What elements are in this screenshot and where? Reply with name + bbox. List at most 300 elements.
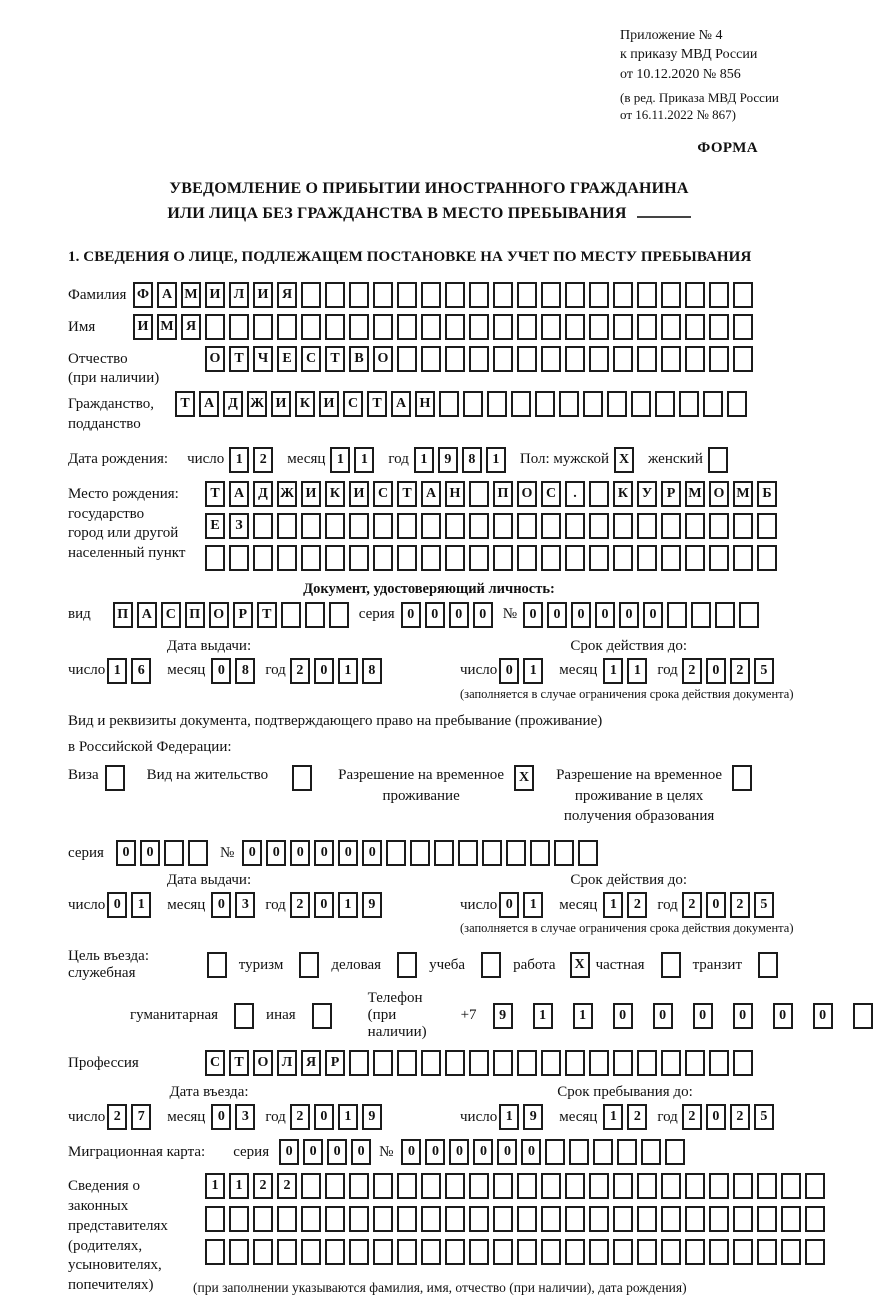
char-cell[interactable]: К	[325, 481, 345, 507]
char-cell[interactable]	[229, 1206, 249, 1232]
char-cell[interactable]	[205, 545, 225, 571]
char-cell[interactable]	[517, 1173, 537, 1199]
char-cell[interactable]	[434, 840, 454, 866]
char-cell[interactable]	[188, 840, 208, 866]
char-cell[interactable]	[325, 1173, 345, 1199]
char-cell[interactable]	[565, 513, 585, 539]
char-cell[interactable]: 2	[682, 1104, 702, 1130]
char-cell[interactable]	[277, 1206, 297, 1232]
char-cell[interactable]: 1	[107, 658, 127, 684]
char-cell[interactable]	[757, 1173, 777, 1199]
char-cell[interactable]: И	[319, 391, 339, 417]
char-cell[interactable]	[541, 282, 561, 308]
checkbox-business[interactable]	[397, 952, 417, 978]
char-cell[interactable]: Ч	[253, 346, 273, 372]
checkbox-temp-residence[interactable]: X	[514, 765, 534, 791]
checkbox-tourism[interactable]	[299, 952, 319, 978]
char-cell[interactable]: 1	[486, 447, 506, 473]
char-cell[interactable]: 2	[627, 1104, 647, 1130]
char-cell[interactable]	[565, 545, 585, 571]
checkbox-humanitarian[interactable]	[234, 1003, 254, 1029]
char-cell[interactable]	[397, 346, 417, 372]
char-cell[interactable]: О	[373, 346, 393, 372]
char-cell[interactable]	[613, 282, 633, 308]
char-cell[interactable]: 0	[140, 840, 160, 866]
char-cell[interactable]	[410, 840, 430, 866]
char-cell[interactable]	[439, 391, 459, 417]
char-cell[interactable]: 8	[462, 447, 482, 473]
char-cell[interactable]: 0	[499, 892, 519, 918]
checkbox-female[interactable]	[708, 447, 728, 473]
char-cell[interactable]	[709, 513, 729, 539]
char-cell[interactable]: 1	[229, 1173, 249, 1199]
char-cell[interactable]	[493, 314, 513, 340]
char-cell[interactable]	[589, 1239, 609, 1265]
char-cell[interactable]	[565, 1173, 585, 1199]
char-cell[interactable]: 0	[314, 840, 334, 866]
char-cell[interactable]: Б	[757, 481, 777, 507]
char-cell[interactable]	[589, 314, 609, 340]
char-cell[interactable]	[589, 1173, 609, 1199]
char-cell[interactable]	[329, 602, 349, 628]
char-cell[interactable]: Р	[661, 481, 681, 507]
char-cell[interactable]	[469, 282, 489, 308]
char-cell[interactable]: А	[137, 602, 157, 628]
char-cell[interactable]: Ж	[247, 391, 267, 417]
char-cell[interactable]: Е	[205, 513, 225, 539]
char-cell[interactable]	[493, 513, 513, 539]
char-cell[interactable]	[325, 282, 345, 308]
char-cell[interactable]	[541, 346, 561, 372]
char-cell[interactable]	[373, 314, 393, 340]
char-cell[interactable]	[733, 346, 753, 372]
char-cell[interactable]: И	[301, 481, 321, 507]
char-cell[interactable]	[277, 1239, 297, 1265]
char-cell[interactable]	[541, 1173, 561, 1199]
char-cell[interactable]: 0	[401, 1139, 421, 1165]
checkbox-edu-residence[interactable]	[732, 765, 752, 791]
char-cell[interactable]	[637, 513, 657, 539]
char-cell[interactable]	[397, 1173, 417, 1199]
char-cell[interactable]: 3	[235, 1104, 255, 1130]
char-cell[interactable]: 0	[351, 1139, 371, 1165]
char-cell[interactable]	[541, 545, 561, 571]
char-cell[interactable]	[445, 282, 465, 308]
char-cell[interactable]: Д	[253, 481, 273, 507]
char-cell[interactable]: 0	[449, 1139, 469, 1165]
char-cell[interactable]: О	[253, 1050, 273, 1076]
char-cell[interactable]	[733, 1173, 753, 1199]
char-cell[interactable]	[463, 391, 483, 417]
char-cell[interactable]: 0	[211, 1104, 231, 1130]
char-cell[interactable]	[445, 513, 465, 539]
char-cell[interactable]: О	[517, 481, 537, 507]
char-cell[interactable]: Т	[325, 346, 345, 372]
char-cell[interactable]: 0	[266, 840, 286, 866]
char-cell[interactable]: 1	[523, 658, 543, 684]
char-cell[interactable]	[229, 314, 249, 340]
char-cell[interactable]: 0	[211, 892, 231, 918]
char-cell[interactable]: А	[157, 282, 177, 308]
char-cell[interactable]	[373, 282, 393, 308]
char-cell[interactable]	[253, 1239, 273, 1265]
char-cell[interactable]	[205, 1239, 225, 1265]
char-cell[interactable]	[253, 1206, 273, 1232]
char-cell[interactable]: Н	[415, 391, 435, 417]
char-cell[interactable]: 9	[523, 1104, 543, 1130]
char-cell[interactable]	[349, 1239, 369, 1265]
char-cell[interactable]	[530, 840, 550, 866]
char-cell[interactable]: К	[295, 391, 315, 417]
char-cell[interactable]	[397, 1239, 417, 1265]
char-cell[interactable]: 2	[290, 1104, 310, 1130]
char-cell[interactable]: 1	[354, 447, 374, 473]
char-cell[interactable]	[685, 1173, 705, 1199]
char-cell[interactable]: Ф	[133, 282, 153, 308]
char-cell[interactable]: Н	[445, 481, 465, 507]
char-cell[interactable]	[679, 391, 699, 417]
char-cell[interactable]: 0	[693, 1003, 713, 1029]
char-cell[interactable]	[637, 1239, 657, 1265]
char-cell[interactable]: 1	[603, 658, 623, 684]
char-cell[interactable]: А	[229, 481, 249, 507]
char-cell[interactable]	[397, 314, 417, 340]
char-cell[interactable]	[421, 1206, 441, 1232]
char-cell[interactable]: 5	[754, 658, 774, 684]
char-cell[interactable]	[781, 1206, 801, 1232]
char-cell[interactable]	[325, 1206, 345, 1232]
char-cell[interactable]	[373, 545, 393, 571]
char-cell[interactable]: 1	[338, 1104, 358, 1130]
char-cell[interactable]	[709, 1173, 729, 1199]
char-cell[interactable]	[397, 513, 417, 539]
char-cell[interactable]	[469, 346, 489, 372]
char-cell[interactable]	[733, 314, 753, 340]
char-cell[interactable]	[589, 1050, 609, 1076]
char-cell[interactable]	[607, 391, 627, 417]
char-cell[interactable]: 5	[754, 1104, 774, 1130]
char-cell[interactable]	[613, 1173, 633, 1199]
char-cell[interactable]	[517, 314, 537, 340]
char-cell[interactable]	[445, 1239, 465, 1265]
char-cell[interactable]: 0	[401, 602, 421, 628]
char-cell[interactable]	[709, 282, 729, 308]
char-cell[interactable]: И	[271, 391, 291, 417]
char-cell[interactable]: С	[161, 602, 181, 628]
char-cell[interactable]: О	[709, 481, 729, 507]
char-cell[interactable]	[253, 513, 273, 539]
char-cell[interactable]: Я	[277, 282, 297, 308]
char-cell[interactable]: Т	[175, 391, 195, 417]
char-cell[interactable]	[421, 1050, 441, 1076]
char-cell[interactable]	[164, 840, 184, 866]
char-cell[interactable]	[301, 314, 321, 340]
char-cell[interactable]	[739, 602, 759, 628]
char-cell[interactable]: С	[541, 481, 561, 507]
char-cell[interactable]	[305, 602, 325, 628]
checkbox-residence-permit[interactable]	[292, 765, 312, 791]
char-cell[interactable]	[709, 314, 729, 340]
char-cell[interactable]	[445, 545, 465, 571]
char-cell[interactable]	[565, 1050, 585, 1076]
char-cell[interactable]	[349, 1206, 369, 1232]
char-cell[interactable]	[733, 513, 753, 539]
char-cell[interactable]: 0	[595, 602, 615, 628]
char-cell[interactable]	[661, 282, 681, 308]
char-cell[interactable]	[589, 545, 609, 571]
char-cell[interactable]: С	[373, 481, 393, 507]
char-cell[interactable]	[613, 1239, 633, 1265]
char-cell[interactable]	[589, 481, 609, 507]
char-cell[interactable]	[373, 1173, 393, 1199]
char-cell[interactable]: 2	[253, 447, 273, 473]
char-cell[interactable]	[709, 1050, 729, 1076]
char-cell[interactable]: 0	[497, 1139, 517, 1165]
char-cell[interactable]	[733, 1050, 753, 1076]
char-cell[interactable]	[641, 1139, 661, 1165]
char-cell[interactable]: 1	[414, 447, 434, 473]
char-cell[interactable]: П	[493, 481, 513, 507]
char-cell[interactable]: С	[301, 346, 321, 372]
char-cell[interactable]: И	[205, 282, 225, 308]
char-cell[interactable]: 2	[682, 658, 702, 684]
char-cell[interactable]	[325, 545, 345, 571]
char-cell[interactable]: 0	[303, 1139, 323, 1165]
char-cell[interactable]	[554, 840, 574, 866]
char-cell[interactable]	[349, 1173, 369, 1199]
char-cell[interactable]	[482, 840, 502, 866]
char-cell[interactable]: 0	[706, 658, 726, 684]
char-cell[interactable]: 1	[229, 447, 249, 473]
char-cell[interactable]	[541, 1239, 561, 1265]
char-cell[interactable]	[517, 513, 537, 539]
char-cell[interactable]	[253, 314, 273, 340]
char-cell[interactable]	[397, 282, 417, 308]
char-cell[interactable]	[493, 1206, 513, 1232]
char-cell[interactable]	[253, 545, 273, 571]
char-cell[interactable]: И	[349, 481, 369, 507]
char-cell[interactable]: Т	[367, 391, 387, 417]
char-cell[interactable]	[757, 513, 777, 539]
char-cell[interactable]	[493, 1173, 513, 1199]
char-cell[interactable]	[445, 1206, 465, 1232]
char-cell[interactable]: 8	[362, 658, 382, 684]
char-cell[interactable]: И	[253, 282, 273, 308]
char-cell[interactable]	[469, 314, 489, 340]
char-cell[interactable]	[637, 346, 657, 372]
char-cell[interactable]	[593, 1139, 613, 1165]
char-cell[interactable]	[709, 545, 729, 571]
char-cell[interactable]	[301, 1239, 321, 1265]
char-cell[interactable]: Т	[205, 481, 225, 507]
char-cell[interactable]	[613, 513, 633, 539]
char-cell[interactable]: П	[185, 602, 205, 628]
char-cell[interactable]	[685, 1206, 705, 1232]
char-cell[interactable]: 1	[338, 658, 358, 684]
char-cell[interactable]: 1	[627, 658, 647, 684]
char-cell[interactable]: 9	[438, 447, 458, 473]
char-cell[interactable]	[517, 1050, 537, 1076]
char-cell[interactable]: 0	[211, 658, 231, 684]
char-cell[interactable]: 2	[730, 1104, 750, 1130]
char-cell[interactable]	[325, 513, 345, 539]
char-cell[interactable]	[655, 391, 675, 417]
char-cell[interactable]: Р	[233, 602, 253, 628]
char-cell[interactable]: 9	[362, 892, 382, 918]
char-cell[interactable]	[853, 1003, 873, 1029]
char-cell[interactable]: Т	[397, 481, 417, 507]
char-cell[interactable]	[349, 513, 369, 539]
char-cell[interactable]	[277, 545, 297, 571]
checkbox-visa[interactable]	[105, 765, 125, 791]
char-cell[interactable]	[733, 282, 753, 308]
char-cell[interactable]	[397, 1206, 417, 1232]
char-cell[interactable]	[637, 282, 657, 308]
char-cell[interactable]	[709, 346, 729, 372]
checkbox-official[interactable]	[207, 952, 227, 978]
char-cell[interactable]: 1	[205, 1173, 225, 1199]
char-cell[interactable]	[349, 314, 369, 340]
char-cell[interactable]	[487, 391, 507, 417]
char-cell[interactable]: У	[637, 481, 657, 507]
char-cell[interactable]	[301, 1206, 321, 1232]
char-cell[interactable]	[517, 346, 537, 372]
char-cell[interactable]: 0	[643, 602, 663, 628]
char-cell[interactable]	[578, 840, 598, 866]
char-cell[interactable]	[661, 513, 681, 539]
char-cell[interactable]	[685, 513, 705, 539]
char-cell[interactable]	[637, 1206, 657, 1232]
char-cell[interactable]: С	[205, 1050, 225, 1076]
char-cell[interactable]: 0	[653, 1003, 673, 1029]
char-cell[interactable]	[517, 1206, 537, 1232]
char-cell[interactable]	[469, 1239, 489, 1265]
char-cell[interactable]: А	[199, 391, 219, 417]
char-cell[interactable]	[613, 545, 633, 571]
char-cell[interactable]	[397, 1050, 417, 1076]
char-cell[interactable]	[397, 545, 417, 571]
char-cell[interactable]: 0	[613, 1003, 633, 1029]
char-cell[interactable]	[685, 1239, 705, 1265]
char-cell[interactable]	[301, 1173, 321, 1199]
char-cell[interactable]	[685, 282, 705, 308]
char-cell[interactable]: 6	[131, 658, 151, 684]
char-cell[interactable]: М	[733, 481, 753, 507]
char-cell[interactable]	[709, 1206, 729, 1232]
char-cell[interactable]	[805, 1239, 825, 1265]
checkbox-study[interactable]	[481, 952, 501, 978]
char-cell[interactable]: 1	[523, 892, 543, 918]
char-cell[interactable]	[517, 282, 537, 308]
char-cell[interactable]	[661, 545, 681, 571]
char-cell[interactable]: 0	[425, 1139, 445, 1165]
char-cell[interactable]	[667, 602, 687, 628]
char-cell[interactable]	[421, 346, 441, 372]
char-cell[interactable]	[469, 1050, 489, 1076]
char-cell[interactable]	[517, 545, 537, 571]
char-cell[interactable]: 0	[473, 1139, 493, 1165]
char-cell[interactable]: 2	[682, 892, 702, 918]
char-cell[interactable]	[541, 1206, 561, 1232]
char-cell[interactable]	[613, 346, 633, 372]
char-cell[interactable]	[703, 391, 723, 417]
char-cell[interactable]: 0	[425, 602, 445, 628]
char-cell[interactable]: 0	[314, 658, 334, 684]
char-cell[interactable]: З	[229, 513, 249, 539]
char-cell[interactable]: М	[157, 314, 177, 340]
char-cell[interactable]	[569, 1139, 589, 1165]
char-cell[interactable]: А	[421, 481, 441, 507]
char-cell[interactable]: 0	[327, 1139, 347, 1165]
char-cell[interactable]	[637, 314, 657, 340]
char-cell[interactable]: 3	[235, 892, 255, 918]
char-cell[interactable]	[589, 513, 609, 539]
char-cell[interactable]	[583, 391, 603, 417]
char-cell[interactable]	[661, 1206, 681, 1232]
char-cell[interactable]	[631, 391, 651, 417]
char-cell[interactable]	[715, 602, 735, 628]
char-cell[interactable]: 9	[493, 1003, 513, 1029]
char-cell[interactable]	[685, 1050, 705, 1076]
char-cell[interactable]: К	[613, 481, 633, 507]
char-cell[interactable]: 1	[573, 1003, 593, 1029]
char-cell[interactable]	[301, 545, 321, 571]
char-cell[interactable]	[349, 1050, 369, 1076]
char-cell[interactable]: Е	[277, 346, 297, 372]
char-cell[interactable]	[781, 1173, 801, 1199]
char-cell[interactable]	[709, 1239, 729, 1265]
char-cell[interactable]: М	[181, 282, 201, 308]
char-cell[interactable]: 2	[290, 892, 310, 918]
char-cell[interactable]	[541, 1050, 561, 1076]
char-cell[interactable]	[565, 346, 585, 372]
char-cell[interactable]	[685, 545, 705, 571]
char-cell[interactable]: 0	[619, 602, 639, 628]
char-cell[interactable]: И	[133, 314, 153, 340]
char-cell[interactable]: 7	[131, 1104, 151, 1130]
char-cell[interactable]: 1	[603, 1104, 623, 1130]
char-cell[interactable]	[229, 1239, 249, 1265]
char-cell[interactable]	[665, 1139, 685, 1165]
char-cell[interactable]	[733, 1206, 753, 1232]
char-cell[interactable]: О	[205, 346, 225, 372]
char-cell[interactable]: 0	[813, 1003, 833, 1029]
char-cell[interactable]	[205, 314, 225, 340]
char-cell[interactable]: Д	[223, 391, 243, 417]
char-cell[interactable]: 0	[473, 602, 493, 628]
char-cell[interactable]	[661, 314, 681, 340]
char-cell[interactable]: 0	[362, 840, 382, 866]
checkbox-male[interactable]: X	[614, 447, 634, 473]
char-cell[interactable]	[661, 1239, 681, 1265]
char-cell[interactable]	[421, 513, 441, 539]
char-cell[interactable]: Я	[181, 314, 201, 340]
char-cell[interactable]	[373, 1050, 393, 1076]
char-cell[interactable]	[517, 1239, 537, 1265]
char-cell[interactable]: 1	[330, 447, 350, 473]
char-cell[interactable]: Т	[229, 346, 249, 372]
char-cell[interactable]	[589, 282, 609, 308]
char-cell[interactable]	[685, 346, 705, 372]
char-cell[interactable]: 0	[338, 840, 358, 866]
char-cell[interactable]	[637, 1050, 657, 1076]
char-cell[interactable]: 0	[521, 1139, 541, 1165]
char-cell[interactable]	[565, 282, 585, 308]
char-cell[interactable]: 0	[107, 892, 127, 918]
char-cell[interactable]	[661, 346, 681, 372]
char-cell[interactable]	[805, 1173, 825, 1199]
checkbox-transit[interactable]	[758, 952, 778, 978]
